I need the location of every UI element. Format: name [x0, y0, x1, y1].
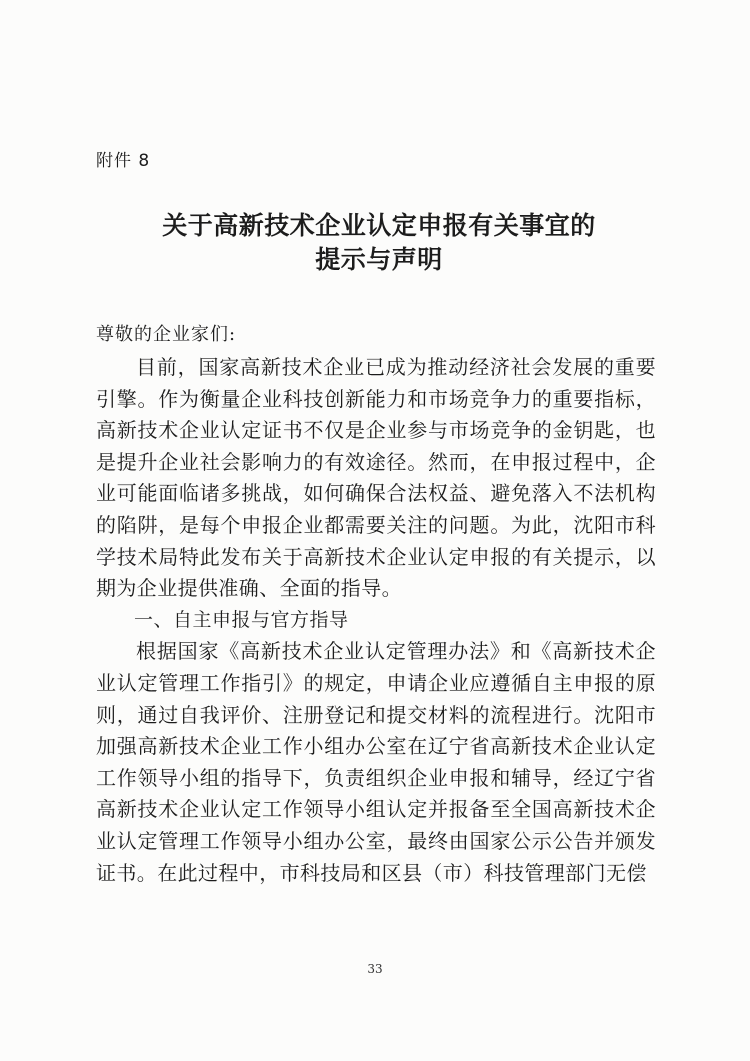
- section-paragraph: 根据国家《高新技术企业认定管理办法》和《高新技术企业认定管理工作指引》的规定，申请企业应遵循自主申报的原则，通过自我评价、注册登记和提交材料的流程进行。沈阳市加强高新技术企业工作小组办公室在辽宁省高新技术企业认定工作领导小组的指导下，负责组织企业申报和辅导，经辽宁省高新技术企业认定工作领导小组认定并报备至全国高新技术企业认定管理工作领导小组办公室，最终由国家公示公告并颁发证书。在此过程中，市科技局和区县（市）科技管理部门无偿: [96, 639, 656, 885]
- section-heading: 一、自主申报与官方指导: [134, 608, 349, 631]
- page-number: 33: [367, 962, 383, 976]
- salutation: 尊敬的企业家们:: [96, 324, 237, 345]
- intro-paragraph: 目前，国家高新技术企业已成为推动经济社会发展的重要引擎。作为衡量企业科技创新能力和市场竞争力的重要指标，高新技术企业认定证书不仅是企业参与市场竞争的金钥匙，也是提升企业社会影响力的有效途径。然而，在申报过程中，企业可能面临诸多挑战，如何确保合法权益、避免落入不法机构的陷阱，是每个申报企业都需要关注的问题。为此，沈阳市科学技术局特此发布关于高新技术企业认定申报的有关提示，以期为企业提供准确、全面的指导。: [96, 355, 656, 601]
- document-title-line-1: 关于高新技术企业认定申报有关事宜的: [162, 211, 596, 240]
- document-body: [96, 352, 656, 889]
- attachment-label: 附件 8: [96, 151, 151, 171]
- document-title-line-2: 提示与声明: [315, 245, 443, 274]
